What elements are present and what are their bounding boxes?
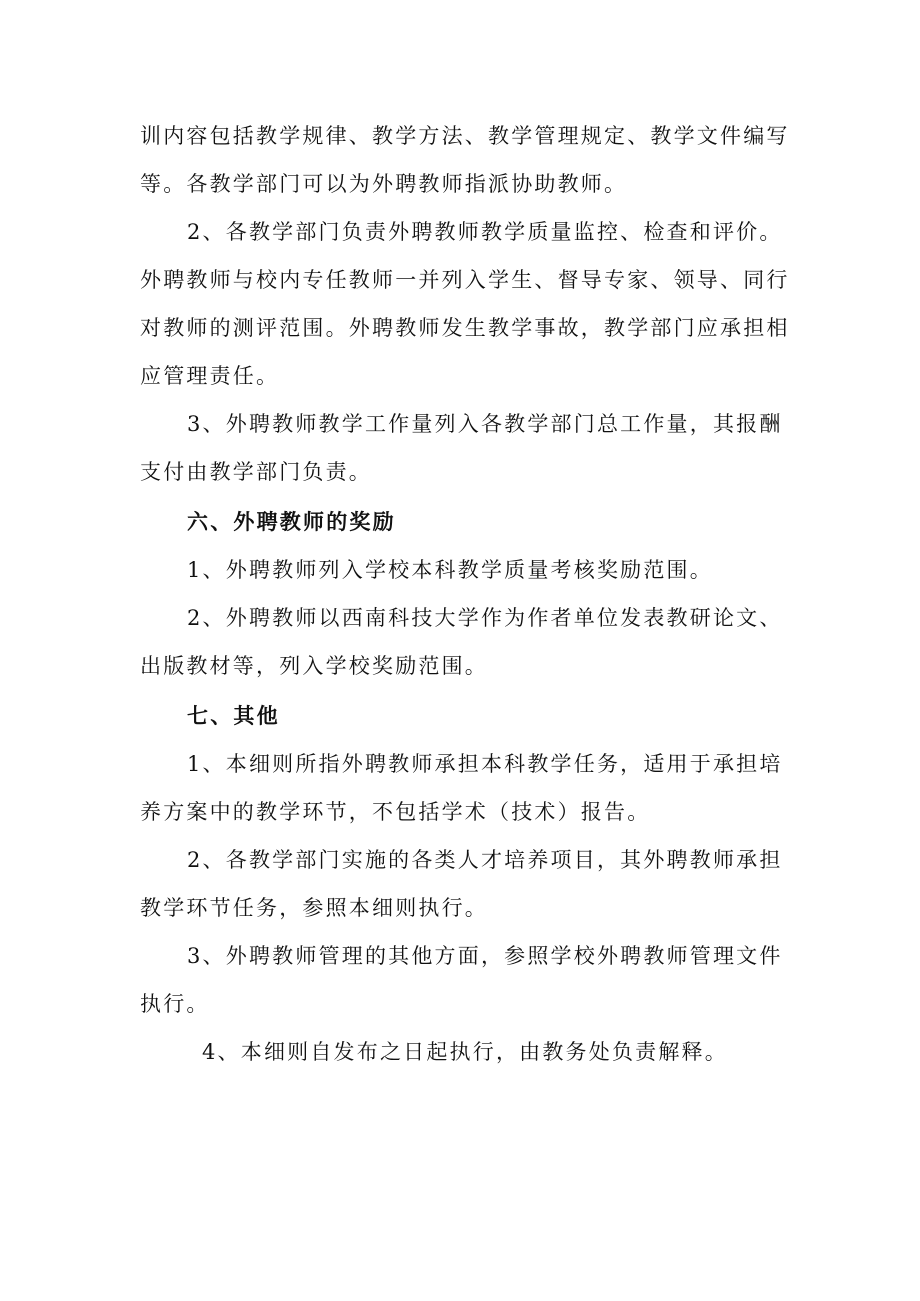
document-page (140, 112, 790, 1076)
text-line: 养方案中的教学环节，不包括学术（技术）报告。 (140, 800, 651, 824)
paragraph-quality-monitoring (140, 208, 790, 400)
text-line: 支付由教学部门负责。 (140, 460, 372, 484)
paragraph-reward-scope (140, 546, 790, 594)
text-line: 1、外聘教师列入学校本科教学质量考核奖励范围。 (187, 558, 713, 582)
paragraph-talent-projects (140, 836, 790, 932)
text-line: 等。各教学部门可以为外聘教师指派协助教师。 (140, 172, 628, 196)
text-line: 3、外聘教师管理的其他方面，参照学校外聘教师管理文件 (187, 944, 783, 968)
text-line: 教学环节任务，参照本细则执行。 (140, 896, 488, 920)
text-line: 执行。 (140, 992, 210, 1016)
text-line: 出版教材等，列入学校奖励范围。 (140, 654, 488, 678)
paragraph-other-aspects (140, 932, 790, 1028)
paragraph-training-content (140, 112, 790, 208)
text-line: 2、各教学部门实施的各类人才培养项目，其外聘教师承担 (187, 848, 783, 872)
paragraph-reward-publications (140, 594, 790, 690)
text-line: 1、本细则所指外聘教师承担本科教学任务，适用于承担培 (187, 752, 783, 776)
text-line: 训内容包括教学规律、教学方法、教学管理规定、教学文件编写 (140, 124, 790, 148)
text-line: 4、本细则自发布之日起执行，由教务处负责解释。 (202, 1040, 728, 1064)
paragraph-applicability (140, 740, 790, 836)
text-line: 外聘教师与校内专任教师一并列入学生、督导专家、领导、同行 (140, 268, 790, 292)
section-heading-rewards: 六、外聘教师的奖励 (187, 510, 396, 534)
text-line: 2、各教学部门负责外聘教师教学质量监控、检查和评价。 (187, 220, 783, 244)
text-line: 对教师的测评范围。外聘教师发生教学事故，教学部门应承担相 (140, 316, 790, 340)
section-heading-other: 七、其他 (187, 704, 280, 728)
text-line: 2、外聘教师以西南科技大学作为作者单位发表教研论文、 (187, 606, 783, 630)
paragraph-effective-date (140, 1028, 790, 1076)
text-line: 应管理责任。 (140, 364, 280, 388)
paragraph-workload (140, 400, 790, 496)
text-line: 3、外聘教师教学工作量列入各教学部门总工作量，其报酬 (187, 412, 783, 436)
